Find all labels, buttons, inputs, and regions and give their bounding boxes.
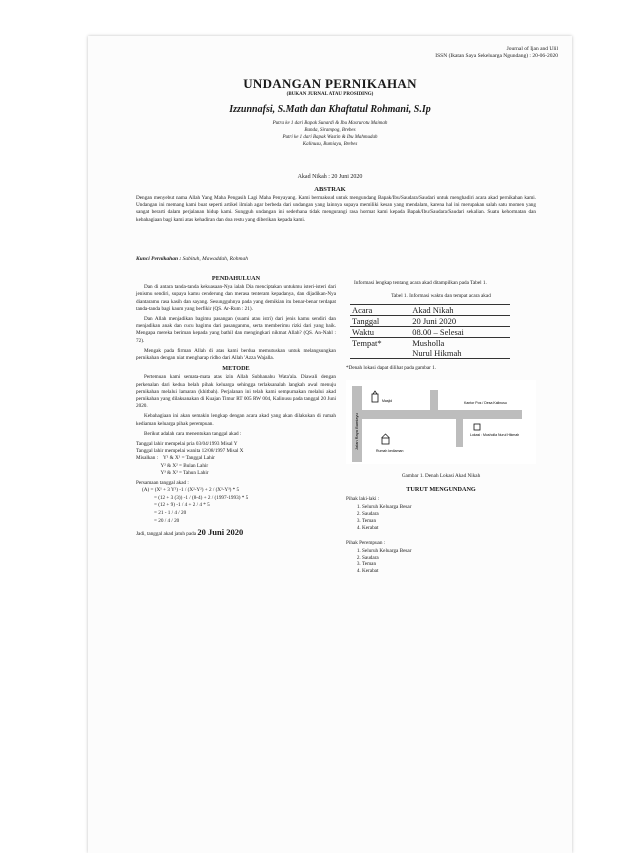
list-item: 1. Seluruh Keluarga Besar [362, 548, 536, 555]
map-note: *Denah lokasi dapat dilihat pada gambar 1. [346, 365, 437, 372]
table-row [350, 327, 510, 338]
location-map [346, 380, 536, 464]
abstract-text: Dengan menyebut nama Allah Yang Maha Pengasih Lagi Maha Penyayang. Kami bermaksud untuk mengundang Bapak/Ibu/Saudara/Saudari untuk menghadiri acara akad pernikahan kami. Undangan ini memang kami buat seperti artikel ilmiah agar berbeda dari undangan yang lainnya supaya memiliki kesan yang mendalam, karena hal ini merupakan salah satu momen yang sangat berarti dalam perjalanan hidup kami. Sungguh undangan ini sederhana tidak mengurangi rasa hormat kami kepada Bapak/Ibu/Saudara/Saudari sekalian. Suatu kehormatan dan kebahagiaan bagi kami atas kehadiran dan doa restu yang diberikan kepada kami. [136, 195, 536, 223]
document-page [88, 36, 572, 853]
table-cell: Musholla Nurul Hikmah [410, 338, 510, 359]
map-label: Rumah kediaman [376, 448, 404, 453]
map-label: Lokasi : Musholla Nurul Hikmah [470, 432, 520, 437]
table-cell: Waktu [350, 327, 410, 338]
birthdate-line: Tanggal lahir mempelai pria 03/04/1993 Misal Y [136, 441, 238, 448]
list-item: 4. Kerabat [362, 568, 536, 575]
paragraph: Dan di antara tanda-tanda kekuasaan-Nya ialah Dia menciptakan untukmu isteri-isteri dari jenismu sendiri, supaya kamu cenderung dan merasa tenteram kepadanya, dan dijadikan-Nya diantaramu rasa kasih dan sayang. Sesungguhnya pada yang demikian itu benar-benar terdapat tanda-tanda bagi kaum yang berfikir (QS. Ar-Rum : 21). [136, 284, 336, 312]
affiliation-line: Kalinusu, Bumiayu, Brebes [302, 142, 358, 147]
equation-line: = 21 - 1 / 4 / 20 [154, 510, 187, 517]
right-column [346, 280, 536, 575]
map-road-branch [456, 419, 463, 447]
list-item: 3. Teman [362, 561, 536, 568]
final-date-line [136, 529, 336, 538]
affiliations [88, 120, 572, 148]
paragraph: Kebahagiaan ini akan semakin lengkap dengan acara akad yang akan dilakukan di rumah kediaman keluarga pihak perempuan. [136, 413, 336, 427]
pihak-perempuan-label: Pihak Perempuan : [346, 539, 386, 546]
table-cell: Acara [350, 305, 410, 316]
equation-label: Persamaan tanggal akad : [136, 480, 189, 487]
document-title: UNDANGAN PERNIKAHAN [243, 76, 417, 91]
section-heading-metode: METODE [222, 365, 250, 373]
paragraph: Dan Allah menjadikan bagimu pasangan (suami atau istri) dari jenis kamu sendiri dan menjadikan anak dan cucu bagimu dari pasanganmu, serta memberimu rizki dari yang baik. Mengapa mereka beriman kepada yang bathil dan mengingkari nikmat Allah? (QS. An-Nahl : 72). [136, 316, 336, 344]
keywords-text: Sabituh, Mawaddah, Rohmah [182, 256, 248, 262]
equation-line: (A) = (X¹ + 3 Y¹) -1 / (X²-Y²) + 2 / (X³-Y³) * 5 [142, 487, 240, 494]
abstract-heading: ABSTRAK [314, 186, 346, 193]
list-item: 1. Seluruh Keluarga Besar [362, 504, 536, 511]
equation-line: = (12 + 9) -1 / 4 + 2 / 4 * 5 [154, 502, 210, 509]
pihak-perempuan-list [362, 548, 536, 575]
map-road-label: Jalan Raya Bumiayu [354, 412, 359, 450]
final-date: 20 Juni 2020 [197, 527, 244, 538]
table-intro: Informasi lengkap tentang acara akad ditampilkan pada Tabel 1. [354, 280, 487, 286]
table-cell: Akad Nikah [410, 305, 510, 316]
section-heading-pendahuluan: PENDAHULUAN [211, 275, 261, 282]
variable-line: Y³ & X³ = Tahun Lahir [136, 469, 209, 476]
keywords-label: Kunci Pernikahan : [136, 256, 182, 262]
table-cell: 20 Juni 2020 [410, 316, 510, 327]
left-column [136, 272, 336, 538]
journal-header [435, 46, 558, 60]
table-cell: 08.00 – Selesai [410, 327, 510, 338]
table-row [350, 316, 510, 327]
affiliation-line: Putri ke 1 dari Bapak Wastin & Ibu Mahmudah [282, 135, 378, 140]
keywords [136, 256, 248, 262]
table-cell: Tanggal [350, 316, 410, 327]
journal-name: Journal of Ijan and Ulil [506, 46, 558, 52]
list-item: 2. Saudara [362, 511, 536, 518]
map-label: Masjid [382, 398, 393, 403]
table-row [350, 305, 510, 316]
table-caption: Tabel 1. Informasi waktu dan tempat acara akad [391, 293, 491, 300]
map-road-branch [430, 390, 438, 412]
paragraph: Pertemuan kami semata-mata atas izin Allah Subhanahu Wata'ala. Diawali dengan perkenalan dari kedua belah pihak keluarga sehingga terlaksanalah langkah awal menuju pernikahan melalui lamaran (khitbah). Perjalanan ini telah kami sempurnakan melalui akad pernikahan yang dilaksanakan di Kuajan Timur RT 005 RW 004, Kalinusu pada tanggal 20 Juni 2020. [136, 374, 336, 410]
figure-caption: Gambar 1. Denah Lokasi Akad Nikah [401, 472, 481, 479]
list-item: 2. Saudara [362, 555, 536, 562]
paragraph: Berikut adalah cara menentukan tanggal akad : [144, 430, 242, 437]
final-date-prefix: Jadi, tanggal akad jatuh pada [136, 531, 197, 538]
journal-issn: ISSN (Ikatan Saya Sekeluarga Ngundang) : 20-06-2020 [435, 53, 558, 59]
equation-line: = (12 + 3 (3)) -1 / (8-4) + 2 / (1997-1993) * 5 [154, 494, 249, 501]
birthdate-line: Tanggal lahir mempelai wanita 12/08/1997 Misal X [136, 448, 244, 455]
table-cell: Tempat* [350, 338, 410, 359]
event-info-table [350, 304, 510, 359]
variable-line: Misalkan : Y¹ & X¹ = Tanggal Lahir [136, 455, 215, 462]
map-background [346, 380, 536, 464]
map-label: Kantor Pos / Desa Kalinusu [464, 400, 507, 405]
affiliation-line: Putra ke 1 dari Bapak Sunardi & Ibu Masrurotu Maimah [272, 121, 388, 126]
pihak-laki-list [362, 504, 536, 531]
pihak-laki-label: Pihak laki-laki : [346, 496, 380, 503]
map-road-horizontal [362, 410, 522, 419]
table-row [350, 338, 510, 359]
affiliation-line: Banda, Sirampog, Brebes [304, 128, 356, 133]
equation-line: = 20 / 4 / 20 [154, 517, 180, 524]
list-item: 4. Kerabat [362, 525, 536, 532]
paragraph: Mengak pada firman Allah di atas kami berdua memutuskan untuk melangsungkan pernikahan dengan niat mengharap ridho dari Allah 'Azza Wajalla. [136, 347, 336, 362]
akad-date-line: Akad Nikah : 20 Juni 2020 [297, 174, 363, 180]
authors-line: Izzunnafsi, S.Math dan Khaftatul Rohmani, S.Ip [229, 104, 431, 115]
document-subtitle: (BUKAN JURNAL ATAU PROSIDING) [286, 92, 374, 97]
section-heading-turut: TURUT MENGUNDANG [406, 486, 476, 494]
variable-line: Y² & X² = Bulan Lahir [136, 462, 209, 469]
list-item: 3. Teman [362, 518, 536, 525]
